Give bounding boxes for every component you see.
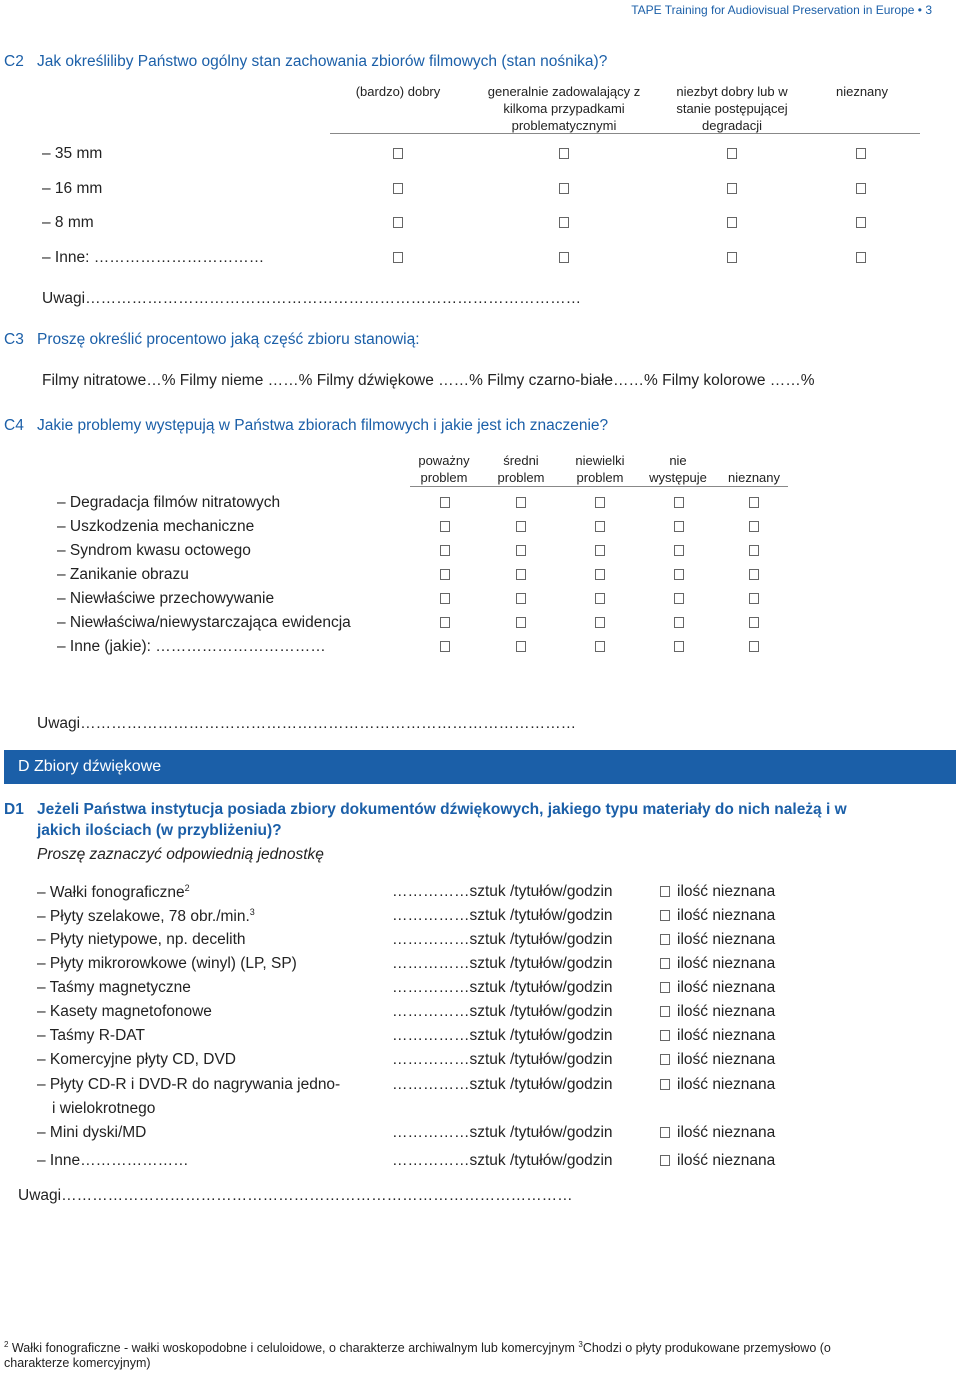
c4-checkbox[interactable] [440, 569, 450, 580]
c4-checkbox[interactable] [516, 617, 526, 628]
c4-checkbox[interactable] [749, 617, 759, 628]
c4-row: – Niewłaściwe przechowywanie [57, 590, 275, 607]
c4-checkbox[interactable] [440, 593, 450, 604]
d1-item-footnote-mark: 3 [249, 907, 255, 917]
d1-question-line2: jakich ilościach (w przybliżeniu)? [37, 822, 282, 839]
c4-col-2: średni problem [497, 453, 545, 485]
d1-unknown-label: ilość nieznana [677, 1051, 776, 1068]
d1-unknown-checkbox[interactable] [660, 1155, 670, 1166]
d1-unknown-label: ilość nieznana [677, 931, 776, 948]
d1-unknown-label: ilość nieznana [677, 1076, 776, 1093]
c4-checkbox[interactable] [595, 497, 605, 508]
d1-item-text: – Płyty szelakowe, 78 obr./min. [37, 908, 250, 926]
d1-quantity-field[interactable]: ……………sztuk /tytułów/godzin [392, 1003, 613, 1020]
c3-percent-line[interactable]: Filmy nitratowe…% Filmy nieme ……% Filmy dźwiękowe ……% Filmy czarno-białe……% Filmy kolorowe ……% [42, 372, 815, 389]
d1-item-text: – Płyty nietypowe, np. decelith [37, 931, 246, 948]
c4-checkbox[interactable] [749, 641, 759, 652]
d1-item-label [37, 955, 297, 973]
d1-unknown-label: ilość nieznana [677, 883, 776, 900]
c4-checkbox[interactable] [516, 521, 526, 532]
c4-row: – Inne (jakie): …………………………… [57, 638, 326, 655]
d1-unknown-checkbox[interactable] [660, 1006, 670, 1017]
c4-header-rule [410, 486, 788, 487]
c4-col-1: poważny problem [418, 453, 470, 485]
c2-row-16mm: – 16 mm [42, 180, 103, 197]
c2-row-other: – Inne: …………………………… [42, 249, 265, 266]
c4-checkbox[interactable] [674, 521, 684, 532]
d1-item-label [37, 979, 191, 997]
footnote-mark: 3 [578, 1340, 583, 1349]
c2-checkbox[interactable] [393, 252, 403, 263]
d1-item-label [37, 931, 246, 949]
d1-item-label [37, 1124, 146, 1142]
d1-item-label [37, 1152, 189, 1170]
d1-unknown-checkbox[interactable] [660, 958, 670, 969]
c4-row: – Zanikanie obrazu [57, 566, 189, 583]
c2-checkbox[interactable] [727, 217, 737, 228]
c2-checkbox[interactable] [393, 217, 403, 228]
d1-quantity-field[interactable]: ……………sztuk /tytułów/godzin [392, 1051, 613, 1068]
c4-checkbox[interactable] [595, 521, 605, 532]
c2-checkbox[interactable] [559, 252, 569, 263]
d1-unknown-checkbox[interactable] [660, 934, 670, 945]
c4-checkbox[interactable] [440, 545, 450, 556]
c2-col-1: (bardzo) dobry [355, 84, 441, 99]
c4-remarks[interactable]: Uwagi…………………………………………………………………………………… [37, 715, 577, 732]
d1-instruction: Proszę zaznaczyć odpowiednią jednostkę [37, 846, 324, 863]
c2-number: C2 [4, 53, 24, 70]
c4-checkbox[interactable] [440, 641, 450, 652]
c2-checkbox[interactable] [856, 183, 866, 194]
d1-item-label [37, 1027, 145, 1045]
d1-question-line1: Jeżeli Państwa instytucja posiada zbiory dokumentów dźwiękowych, jakiego typu materiały do nich należą i w [37, 801, 847, 818]
d1-item-text: – Taśmy magnetyczne [37, 979, 191, 996]
c4-row: – Uszkodzenia mechaniczne [57, 518, 255, 535]
c4-checkbox[interactable] [749, 593, 759, 604]
c4-checkbox[interactable] [516, 641, 526, 652]
c4-checkbox[interactable] [516, 593, 526, 604]
c4-col-4: nie występuje [649, 453, 707, 485]
c4-row: – Syndrom kwasu octowego [57, 542, 251, 559]
d1-item-label [37, 1051, 236, 1069]
c2-question: Jak określiliby Państwo ogólny stan zachowania zbiorów filmowych (stan nośnika)? [37, 53, 608, 70]
d1-item-label [37, 1003, 212, 1021]
c2-checkbox[interactable] [856, 252, 866, 263]
c2-col-2: generalnie zadowalający z kilkoma przypadkami problematycznymi [487, 84, 641, 133]
c2-remarks[interactable]: Uwagi…………………………………………………………………………………… [42, 290, 582, 307]
c2-row-8mm: – 8 mm [42, 214, 94, 231]
footnote-text: Chodzi o płyty produkowane przemysłowo (o [582, 1341, 831, 1356]
d1-item-label [37, 883, 190, 902]
d1-unknown-label: ilość nieznana [677, 1152, 776, 1169]
c4-checkbox[interactable] [440, 521, 450, 532]
c2-checkbox[interactable] [559, 217, 569, 228]
d1-unknown-checkbox[interactable] [660, 1054, 670, 1065]
c2-checkbox[interactable] [393, 183, 403, 194]
c4-checkbox[interactable] [674, 593, 684, 604]
c4-row: – Degradacja filmów nitratowych [57, 494, 281, 511]
d1-item-text: – Wałki fonograficzne [37, 884, 185, 902]
c4-checkbox[interactable] [674, 569, 684, 580]
d1-item-text: – Komercyjne płyty CD, DVD [37, 1051, 236, 1068]
c4-checkbox[interactable] [674, 641, 684, 652]
c4-checkbox[interactable] [749, 545, 759, 556]
d1-quantity-field[interactable]: ……………sztuk /tytułów/godzin [392, 907, 613, 924]
d1-number: D1 [4, 801, 24, 818]
d1-unknown-label: ilość nieznana [677, 1027, 776, 1044]
c4-number: C4 [4, 417, 24, 434]
section-d-band [4, 750, 956, 784]
d1-unknown-checkbox[interactable] [660, 982, 670, 993]
c2-checkbox[interactable] [727, 252, 737, 263]
c4-checkbox[interactable] [595, 545, 605, 556]
d1-quantity-field[interactable]: ……………sztuk /tytułów/godzin [392, 883, 613, 900]
d1-quantity-field[interactable]: ……………sztuk /tytułów/godzin [392, 1076, 613, 1093]
c4-checkbox[interactable] [595, 569, 605, 580]
d1-unknown-label: ilość nieznana [677, 979, 776, 996]
c2-col-4: nieznany [835, 84, 889, 99]
d1-quantity-field[interactable]: ……………sztuk /tytułów/godzin [392, 955, 613, 972]
d1-item-label [37, 1076, 340, 1094]
c2-col-3: niezbyt dobry lub w stanie postępującej degradacji [676, 84, 788, 133]
d1-item-footnote-mark: 2 [184, 883, 190, 893]
d1-unknown-checkbox[interactable] [660, 1030, 670, 1041]
d1-item-text: – Mini dyski/MD [37, 1124, 147, 1141]
d1-unknown-label: ilość nieznana [677, 1003, 776, 1020]
d1-unknown-label: ilość nieznana [677, 1124, 776, 1141]
d1-unknown-checkbox[interactable] [660, 1127, 670, 1138]
d1-item-continuation: i wielokrotnego [52, 1100, 156, 1117]
d1-quantity-field[interactable]: ……………sztuk /tytułów/godzin [392, 1027, 613, 1044]
footnote-text: Wałki fonograficzne - wałki woskopodobne i celuloidowe, o charakterze archiwalnym lub komercyjnym [8, 1341, 579, 1356]
c2-row-35mm: – 35 mm [42, 145, 103, 162]
c4-checkbox[interactable] [516, 545, 526, 556]
c2-checkbox[interactable] [393, 148, 403, 159]
c4-checkbox[interactable] [674, 497, 684, 508]
footnote-line1 [4, 1340, 831, 1355]
c4-checkbox[interactable] [749, 497, 759, 508]
c3-number: C3 [4, 331, 24, 348]
d1-unknown-label: ilość nieznana [677, 955, 776, 972]
d1-unknown-label: ilość nieznana [677, 907, 776, 924]
c2-checkbox[interactable] [559, 148, 569, 159]
c4-checkbox[interactable] [749, 521, 759, 532]
d1-item-text: – Płyty mikrorowkowe (winyl) (LP, SP) [37, 955, 297, 972]
c4-checkbox[interactable] [674, 545, 684, 556]
d1-unknown-checkbox[interactable] [660, 1079, 670, 1090]
c4-checkbox[interactable] [749, 569, 759, 580]
d1-remarks[interactable]: Uwagi……………………………………………………………………………………… [18, 1187, 573, 1204]
d1-unknown-checkbox[interactable] [660, 910, 670, 921]
c4-checkbox[interactable] [674, 617, 684, 628]
c2-checkbox[interactable] [727, 183, 737, 194]
c2-checkbox[interactable] [856, 148, 866, 159]
running-header: TAPE Training for Audiovisual Preservation in Europe • 3 [631, 3, 932, 17]
d1-quantity-field[interactable]: ……………sztuk /tytułów/godzin [392, 931, 613, 948]
d1-quantity-field[interactable]: ……………sztuk /tytułów/godzin [392, 1152, 613, 1169]
d1-unknown-checkbox[interactable] [660, 886, 670, 897]
d1-item-text: – Taśmy R-DAT [37, 1027, 145, 1044]
d1-item-label [37, 907, 255, 926]
c4-checkbox[interactable] [595, 641, 605, 652]
c4-checkbox[interactable] [595, 617, 605, 628]
section-d-title: D Zbiory dźwiękowe [18, 758, 162, 775]
footnote-mark: 2 [4, 1340, 9, 1349]
c4-checkbox[interactable] [516, 569, 526, 580]
c2-checkbox[interactable] [856, 217, 866, 228]
c4-col-3: niewielki problem [575, 453, 625, 485]
c4-question: Jakie problemy występują w Państwa zbiorach filmowych i jakie jest ich znaczenie? [37, 417, 609, 434]
c2-checkbox[interactable] [727, 148, 737, 159]
c2-checkbox[interactable] [559, 183, 569, 194]
c4-checkbox[interactable] [595, 593, 605, 604]
c3-question: Proszę określić procentowo jaką część zbioru stanowią: [37, 331, 420, 348]
d1-item-text: – Inne………………… [37, 1152, 189, 1169]
c4-col-5: nieznany [727, 470, 781, 485]
c2-header-rule [330, 133, 920, 134]
c4-checkbox[interactable] [440, 497, 450, 508]
d1-quantity-field[interactable]: ……………sztuk /tytułów/godzin [392, 1124, 613, 1141]
d1-item-text: – Kasety magnetofonowe [37, 1003, 212, 1020]
c4-checkbox[interactable] [440, 617, 450, 628]
d1-item-text: – Płyty CD-R i DVD-R do nagrywania jedno- [37, 1076, 341, 1093]
c4-checkbox[interactable] [516, 497, 526, 508]
d1-quantity-field[interactable]: ……………sztuk /tytułów/godzin [392, 979, 613, 996]
c4-row: – Niewłaściwa/niewystarczająca ewidencja [57, 614, 351, 631]
footnote-line2: charakterze komercyjnym) [4, 1356, 151, 1370]
